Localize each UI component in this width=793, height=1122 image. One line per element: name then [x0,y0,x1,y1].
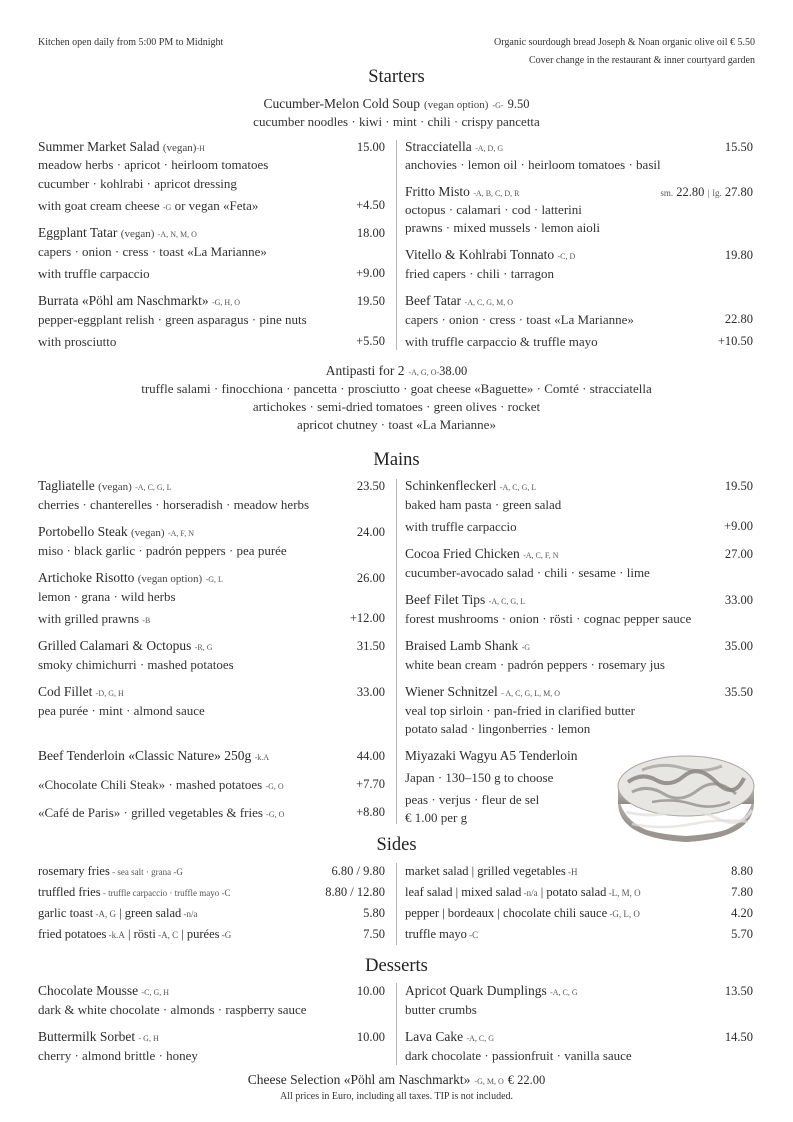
dish-name-text: Chocolate Mousse [38,983,139,998]
cheese-line [0,1071,793,1089]
dish-description: veal top sirloin · pan-fried in clarified butter [405,703,635,718]
side-label: truffle mayo [405,927,467,941]
dish-description: white bean cream · padrón peppers · rosemary jus [405,657,665,672]
addon-text: or vegan «Feta» [174,198,259,213]
dish-price: 14.50 [724,1030,753,1044]
dish-description: artichokes · semi-dried tomatoes · green olives · rocket [252,399,541,414]
dish-price: € 22.00 [507,1073,546,1087]
dish-name-text: Beef Tenderloin «Classic Nature» 250g [38,748,252,763]
side-label: market salad | grilled vegetables [405,864,566,878]
allergen-code: -A, B, C, D, R [473,189,520,198]
dish-price: 9.50 [507,97,530,111]
allergen-code: -A, C, G [550,988,578,997]
dish-note: (vegan option) [137,573,203,585]
dish-note: (vegan) [162,142,197,154]
dish-description: dark & white chocolate · almonds · raspberry sauce [38,1002,307,1017]
dish-price: 18.00 [356,226,385,240]
dish-description: dark chocolate · passionfruit · vanilla sauce [405,1048,632,1063]
dish-name [405,184,520,200]
dish-name [405,592,525,608]
side-item [38,864,183,879]
dish-name [38,684,124,700]
allergen-code: -R, G [194,643,213,652]
addon-price: +7.70 [356,777,385,791]
dish-description: octopus · calamari · cod · latterini [405,202,582,217]
dish-price: 31.50 [356,639,385,653]
side-detail: -k.A [106,930,125,940]
dish-name [405,478,536,494]
allergen-code: -A, C, G, L [488,597,526,606]
addon-text: «Café de Paris» · grilled vegetables & fries [38,805,263,820]
dish-name-text: Artichoke Risotto [38,570,135,585]
dish-name [38,638,213,654]
dish-price: 10.00 [356,984,385,998]
dish-note: (vegan) [120,228,155,240]
side-detail: -n/a [181,909,198,919]
dish-description: cucumber noodles · kiwi · mint · chili · crispy pancetta [253,114,540,129]
allergen-code: -G, O [266,810,285,819]
dish-name [38,1029,159,1045]
dish-description: capers · onion · cress · toast «La Marianne» [405,312,634,327]
dish-name-text: Stracciatella [405,139,472,154]
price-large: 27.80 [724,185,753,199]
dish-name-text: Grilled Calamari & Octopus [38,638,192,653]
dish-name-text: Cocoa Fried Chicken [405,546,520,561]
dish-name-text: Fritto Misto [405,184,470,199]
dish-name-text: Braised Lamb Shank [405,638,519,653]
addon-price: +12.00 [349,611,385,625]
allergen-code: -A, D, G [475,144,504,153]
dish-name [38,293,240,309]
allergen-code: -A, C, G [466,1034,495,1043]
dish-name-text: Tagliatelle [38,478,95,493]
dish-price: 33.00 [724,593,753,607]
side-item [405,927,478,942]
dish-price: 35.50 [724,685,753,699]
dish-name: Cucumber-Melon Cold Soup [263,96,421,111]
dish-price: 23.50 [356,479,385,493]
allergen-code: -A, F, N [167,529,194,538]
dish-price: 38.00 [439,364,468,378]
dish-description: peas · verjus · fleur de sel [405,792,540,807]
dish-price: 15.50 [724,140,753,154]
dish-price: 10.00 [356,1030,385,1044]
allergen-code: - G, H [138,1034,159,1043]
cover-note: Cover change in the restaurant & inner courtyard garden [528,55,755,66]
dish-name [405,139,503,155]
dish-name: Miyazaki Wagyu A5 Tenderloin [405,748,578,763]
dish-description: cherry · almond brittle · honey [38,1048,198,1063]
side-price: 4.20 [731,906,753,920]
allergen-code: -G, L [205,575,223,584]
side-detail: -G [219,930,232,940]
dish-price: 26.00 [356,571,385,585]
allergen-code: -A, G, O- [408,368,440,377]
dish-price: 13.50 [724,984,753,998]
addon-price: +9.00 [724,519,753,533]
dish-name-text: Summer Market Salad [38,139,160,154]
allergen-code: -k.A [254,753,270,762]
size-label: lg. [712,188,722,198]
dish-description: miso · black garlic · padrón peppers · pea purée [38,543,287,558]
dish-description: pepper-eggplant relish · green asparagus · pine nuts [38,312,307,327]
side-label: | green salad [115,906,182,920]
column-divider [396,140,397,350]
allergen-code: -H [196,144,205,153]
side-label: leaf salad | mixed salad [405,885,522,899]
dish-name [38,225,197,241]
dish-price: 15.00 [356,140,385,154]
addon-line: with truffle carpaccio [405,519,517,534]
dish-price: € 1.00 per g [405,810,468,825]
addon-line [38,198,258,214]
side-price: 8.80 / 12.80 [325,885,385,899]
side-item [405,906,640,921]
side-detail: -C [466,930,479,940]
addon-line: with truffle carpaccio [38,266,150,281]
section-title-sides: Sides [376,835,417,855]
side-label: | purées [178,927,220,941]
section-title-mains: Mains [373,450,420,470]
dish-name [405,1029,494,1045]
side-label: fried potatoes [38,927,107,941]
dish-description: lemon · grana · wild herbs [38,589,176,604]
dish-description: cherries · chanterelles · horseradish · meadow herbs [38,497,310,512]
side-detail: -L, M, O [606,888,641,898]
addon-price: +5.50 [356,334,385,348]
side-price: 5.80 [363,906,385,920]
dish-description: smoky chimichurri · mashed potatoes [38,657,234,672]
allergen-code: -A, C, F, N [523,551,559,560]
dish-description: butter crumbs [405,1002,477,1017]
addon-price: +10.50 [717,334,753,348]
addon-line [38,777,284,793]
side-item [38,906,198,921]
column-divider [396,983,397,1065]
allergen-code: -D, G, H [95,689,124,698]
allergen-code: -A, C, G, M, O [464,298,513,307]
addon-line [38,805,284,821]
side-label: truffled fries [38,885,101,899]
dish-name [405,293,513,309]
allergen-code: -A, C, G, L [135,483,172,492]
dish-name [38,524,194,540]
dish-description: cucumber-avocado salad · chili · sesame · lime [405,565,650,580]
allergen-code: -G [162,203,172,212]
dish-name-text: Buttermilk Sorbet [38,1029,136,1044]
allergen-code: -G, H, O [211,298,240,307]
dish-name [405,684,560,700]
side-label: rosemary fries [38,864,110,878]
addon-text: with goat cream cheese [38,198,160,213]
side-detail: -G, L, O [607,909,640,919]
dish-price: 27.00 [724,547,753,561]
allergen-code: - A, C, G, L, M, O [501,689,561,698]
dish-name [405,983,578,999]
dish-name: Cheese Selection «Pöhl am Naschmarkt» [247,1072,471,1087]
side-item [405,864,578,879]
separator: | [707,188,710,198]
dish-price: 33.00 [356,685,385,699]
dish-price: 19.50 [724,479,753,493]
kitchen-hours: Kitchen open daily from 5:00 PM to Midnight [38,37,224,48]
allergen-code: -G- [492,101,504,110]
dish-description: capers · onion · cress · toast «La Marianne» [38,244,267,259]
dish-name [38,570,223,586]
side-price: 5.70 [731,927,753,941]
allergen-code: -G, O [265,782,284,791]
side-label: garlic toast [38,906,94,920]
price-small: 22.80 [676,185,705,199]
addon-text: «Chocolate Chili Steak» · mashed potatoes [38,777,263,792]
dish-name-text: Apricot Quark Dumplings [405,983,547,998]
addon-line: with prosciutto [38,334,117,349]
dish-name-text: Lava Cake [405,1029,464,1044]
section-title-desserts: Desserts [365,956,428,976]
dish-name-text: Vitello & Kohlrabi Tonnato [405,247,555,262]
column-divider [396,863,397,945]
side-label: | potato salad [537,885,607,899]
dish-description: meadow herbs · apricot · heirloom tomatoes [38,157,269,172]
addon-price: +9.00 [356,266,385,280]
dish-description: apricot chutney · toast «La Marianne» [297,417,496,432]
addon-price: +8.80 [356,805,385,819]
dish-name [38,983,169,999]
size-label: sm. [660,188,674,198]
allergen-code: -B [142,616,151,625]
dish-description: prawns · mixed mussels · lemon aioli [405,220,600,235]
dish-description: fried capers · chili · tarragon [405,266,555,281]
dish-name [405,638,530,654]
side-detail: - truffle carpaccio · truffle mayo -C [100,888,231,898]
dish-price: 22.80 [724,312,753,326]
dish-price: 19.80 [724,248,753,262]
side-label: | rösti [124,927,156,941]
dish-name-text: Beef Filet Tips [405,592,486,607]
addon-price: +4.50 [356,198,385,212]
side-label: pepper | bordeaux | chocolate chili sauce [405,906,608,920]
dish-note: (vegan option) [424,99,489,111]
dish-note: (vegan) [98,481,132,493]
section-title-starters: Starters [368,67,425,87]
dish-price [660,185,753,200]
side-price: 7.80 [731,885,753,899]
dish-description: baked ham pasta · green salad [405,497,562,512]
dish-name [38,478,172,494]
dish-name [405,247,575,263]
dish-price: 19.50 [356,294,385,308]
allergen-code: -C, D [557,252,576,261]
dish-name-text: Burrata «Pöhl am Naschmarkt» [38,293,209,308]
side-price: 6.80 / 9.80 [331,864,385,878]
dish-price: 44.00 [356,749,385,763]
dish-description: anchovies · lemon oil · heirloom tomatoes · basil [405,157,661,172]
marbled-wagyu-icon [612,752,760,844]
dish-name-text: Eggplant Tatar [38,225,118,240]
side-detail: -A, G [93,909,116,919]
allergen-code: -A, C, G, L [499,483,537,492]
dish-name-text: Schinkenfleckerl [405,478,497,493]
allergen-code: -C, G, H [141,988,170,997]
dish-description: Japan · 130–150 g to choose [405,770,554,785]
addon-text: with grilled prawns [38,611,140,626]
side-detail: -n/a [521,888,538,898]
side-item [38,927,231,942]
dish-name [405,546,558,562]
antipasti-line [0,362,793,380]
dish-description: potato salad · lingonberries · lemon [405,721,591,736]
side-detail: - sea salt · grana -G [109,867,183,877]
dish-price: 35.00 [724,639,753,653]
dish-description: cucumber · kohlrabi · apricot dressing [38,176,237,191]
dish-name [38,139,205,155]
addon-line [38,611,150,627]
allergen-code: -G [521,643,531,652]
addon-line: with truffle carpaccio & truffle mayo [405,334,598,349]
dish-name [38,748,269,764]
side-detail: -H [565,867,578,877]
allergen-code: -A, N, M, O [157,230,197,239]
allergen-code: -G, M, O [474,1077,504,1086]
dish-name-text: Beef Tatar [405,293,462,308]
dish-description: truffle salami · finocchiona · pancetta · prosciutto · goat cheese «Baguette» · Comté · stracciatella [141,381,652,396]
side-detail: -A, C [155,930,179,940]
dish-name-text: Portobello Steak [38,524,128,539]
dish-name-text: Wiener Schnitzel [405,684,498,699]
dish-name: Antipasti for 2 [325,363,405,378]
dish-name-text: Cod Fillet [38,684,93,699]
side-price: 7.50 [363,927,385,941]
dish-note: (vegan) [131,527,165,539]
footer-note: All prices in Euro, including all taxes. TIP is not included. [279,1091,514,1102]
dish-description: pea purée · mint · almond sauce [38,703,205,718]
column-divider [396,479,397,824]
dish-description: forest mushrooms · onion · rösti · cognac pepper sauce [405,611,692,626]
soup-line [0,95,793,113]
side-price: 8.80 [731,864,753,878]
bread-note: Organic sourdough bread Joseph & Noan organic olive oil € 5.50 [494,37,755,48]
dish-price: 24.00 [356,525,385,539]
side-item [405,885,641,900]
side-item [38,885,230,900]
